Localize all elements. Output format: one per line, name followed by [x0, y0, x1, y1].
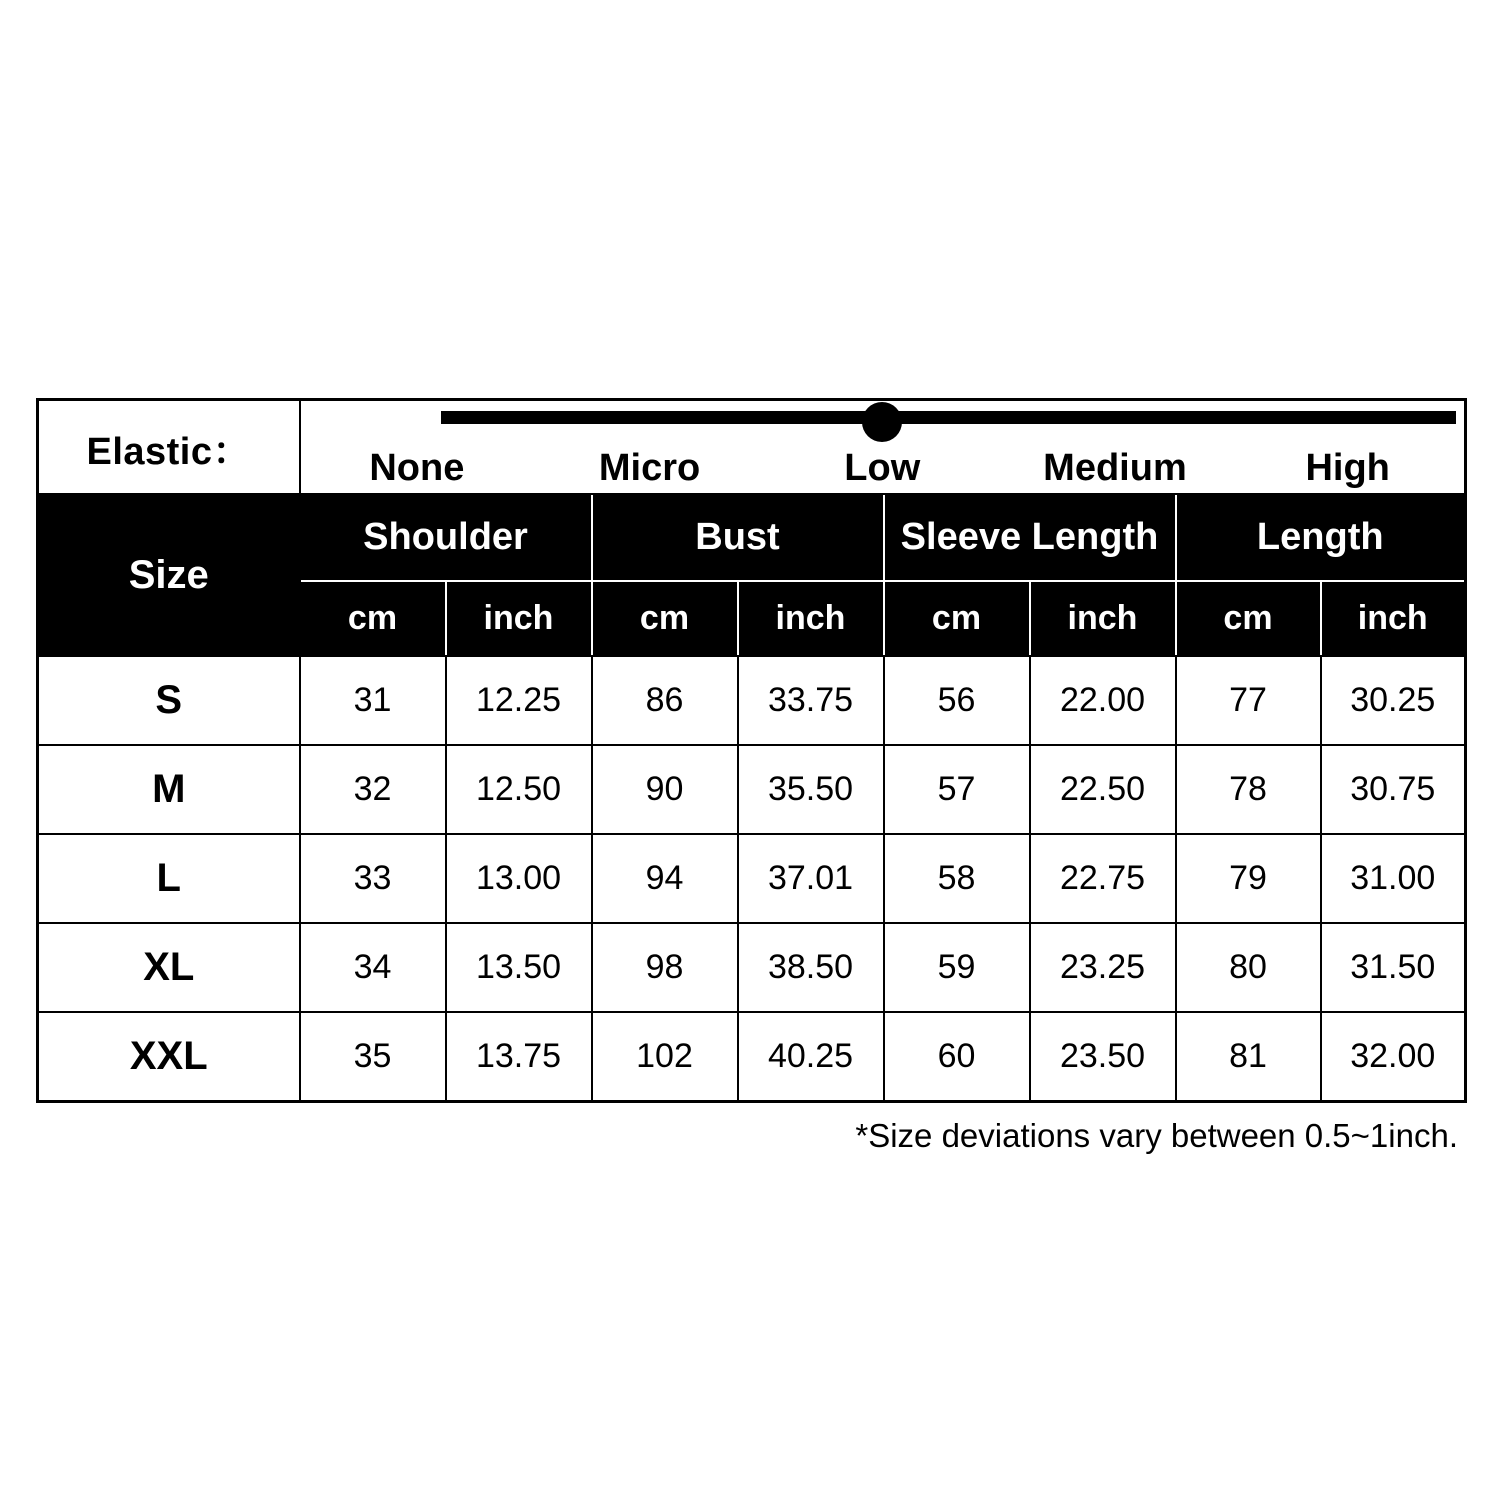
cell-sleeve-inch: 23.50	[1030, 1012, 1176, 1102]
cell-bust-inch: 37.01	[738, 834, 884, 923]
header-group-length: Length	[1176, 494, 1466, 581]
header-unit-bust-cm: cm	[592, 581, 738, 656]
header-unit-sleeve-cm: cm	[884, 581, 1030, 656]
cell-shoulder-inch: 13.00	[446, 834, 592, 923]
cell-sleeve-inch: 22.50	[1030, 745, 1176, 834]
slider-knob[interactable]	[862, 402, 902, 442]
header-group-bust: Bust	[592, 494, 884, 581]
cell-bust-cm: 102	[592, 1012, 738, 1102]
cell-shoulder-inch: 12.50	[446, 745, 592, 834]
slider-tick-high[interactable]: High	[1305, 447, 1390, 489]
header-group-shoulder: Shoulder	[300, 494, 592, 581]
cell-length-cm: 78	[1176, 745, 1321, 834]
cell-length-inch: 31.50	[1321, 923, 1466, 1012]
cell-bust-cm: 94	[592, 834, 738, 923]
cell-sleeve-cm: 60	[884, 1012, 1030, 1102]
row-size-label: S	[38, 656, 300, 745]
size-deviation-footnote: *Size deviations vary between 0.5~1inch.	[855, 1117, 1458, 1154]
row-size-label: XXL	[38, 1012, 300, 1102]
table-row	[38, 1012, 1466, 1102]
table-row	[38, 745, 1466, 834]
cell-length-inch: 30.75	[1321, 745, 1466, 834]
header-unit-bust-inch: inch	[738, 581, 884, 656]
cell-sleeve-cm: 57	[884, 745, 1030, 834]
row-size-label: L	[38, 834, 300, 923]
cell-sleeve-cm: 56	[884, 656, 1030, 745]
header-group-sleeve-length: Sleeve Length	[884, 494, 1176, 581]
slider-track	[441, 411, 1457, 424]
slider-tick-none[interactable]: None	[369, 447, 465, 489]
cell-length-inch: 32.00	[1321, 1012, 1466, 1102]
slider-tick-micro[interactable]: Micro	[598, 447, 701, 489]
cell-bust-inch: 40.25	[738, 1012, 884, 1102]
elastic-row	[38, 400, 1466, 495]
cell-bust-inch: 38.50	[738, 923, 884, 1012]
cell-sleeve-inch: 22.00	[1030, 656, 1176, 745]
cell-sleeve-cm: 58	[884, 834, 1030, 923]
cell-length-inch: 30.25	[1321, 656, 1466, 745]
cell-shoulder-cm: 34	[300, 923, 446, 1012]
cell-length-cm: 81	[1176, 1012, 1321, 1102]
cell-sleeve-inch: 23.25	[1030, 923, 1176, 1012]
cell-sleeve-inch: 22.75	[1030, 834, 1176, 923]
elastic-slider[interactable]	[300, 400, 1466, 495]
cell-bust-inch: 33.75	[738, 656, 884, 745]
slider-tick-low[interactable]: Low	[844, 447, 921, 489]
table-row	[38, 656, 1466, 745]
slider-tick-labels	[301, 449, 1465, 487]
cell-shoulder-cm: 33	[300, 834, 446, 923]
header-unit-shoulder-cm: cm	[300, 581, 446, 656]
size-chart-sheet	[36, 398, 1464, 1155]
cell-length-cm: 77	[1176, 656, 1321, 745]
cell-shoulder-cm: 32	[300, 745, 446, 834]
cell-bust-cm: 90	[592, 745, 738, 834]
row-size-label: M	[38, 745, 300, 834]
cell-length-inch: 31.00	[1321, 834, 1466, 923]
size-chart-table	[36, 398, 1467, 1103]
header-unit-sleeve-inch: inch	[1030, 581, 1176, 656]
cell-length-cm: 80	[1176, 923, 1321, 1012]
row-size-label: XL	[38, 923, 300, 1012]
cell-bust-cm: 86	[592, 656, 738, 745]
header-size: Size	[38, 494, 300, 656]
header-unit-length-cm: cm	[1176, 581, 1321, 656]
cell-shoulder-inch: 13.75	[446, 1012, 592, 1102]
header-unit-length-inch: inch	[1321, 581, 1466, 656]
elastic-label: Elastic：	[38, 400, 300, 495]
cell-shoulder-cm: 35	[300, 1012, 446, 1102]
cell-shoulder-cm: 31	[300, 656, 446, 745]
group-header-row	[38, 494, 1466, 581]
header-unit-shoulder-inch: inch	[446, 581, 592, 656]
cell-bust-cm: 98	[592, 923, 738, 1012]
table-row	[38, 923, 1466, 1012]
cell-shoulder-inch: 13.50	[446, 923, 592, 1012]
cell-shoulder-inch: 12.25	[446, 656, 592, 745]
slider-tick-medium[interactable]: Medium	[1043, 447, 1187, 489]
cell-sleeve-cm: 59	[884, 923, 1030, 1012]
table-row	[38, 834, 1466, 923]
cell-bust-inch: 35.50	[738, 745, 884, 834]
cell-length-cm: 79	[1176, 834, 1321, 923]
